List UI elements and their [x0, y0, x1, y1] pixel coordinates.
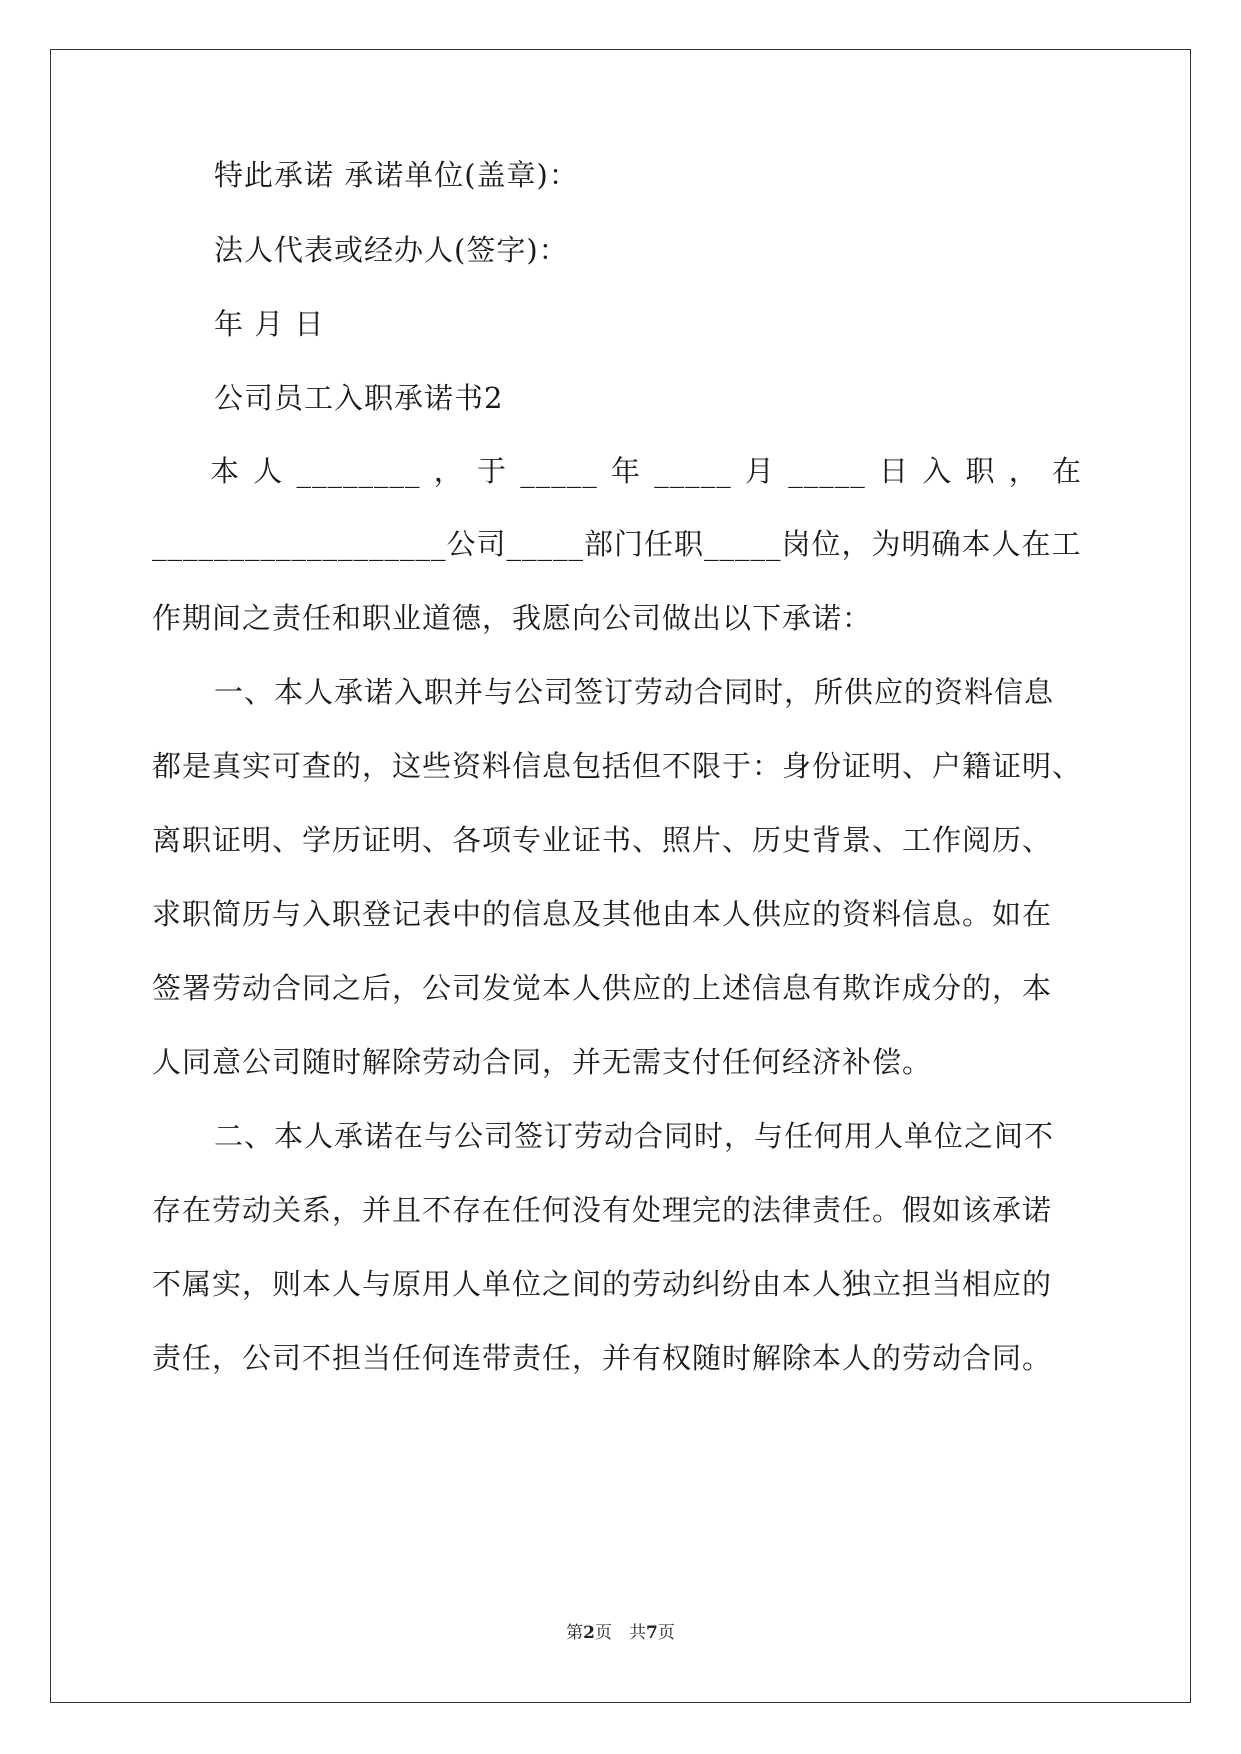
fill-char: 在 [1051, 454, 1082, 488]
fill-char: 入 [922, 454, 953, 488]
total-page-number: 7 [646, 1623, 658, 1643]
signature-line: 法人代表或经办人(签字)： [214, 233, 569, 267]
day-blank: _____ [788, 454, 866, 488]
fill-char: 月 [744, 454, 775, 488]
page-border [50, 49, 1191, 1703]
fill-char: 人 [253, 454, 284, 488]
fill-in-line [210, 453, 1082, 489]
clause-1-line: 都是真实可查的，这些资料信息包括但不限于：身份证明、户籍证明、 [152, 749, 1083, 783]
fill-char: 日 [878, 454, 909, 488]
fill-char: 本 [210, 454, 241, 488]
clause-1-line: 人同意公司随时解除劳动合同，并无需支付任何经济补偿。 [152, 1045, 933, 1079]
page-number-footer [0, 1618, 1241, 1643]
clause-2-line: 责任，公司不担当任何连带责任，并有权随时解除本人的劳动合同。 [152, 1341, 1053, 1375]
pledge-closing-line: 特此承诺 承诺单位(盖章)： [214, 158, 579, 192]
section-heading: 公司员工入职承诺书2 [214, 381, 504, 415]
month-blank: _____ [654, 454, 732, 488]
fill-char: ， [433, 454, 464, 488]
name-blank: ________ [296, 454, 421, 488]
clause-2-line: 存在劳动关系，并且不存在任何没有处理完的法律责任。假如该承诺 [152, 1193, 1053, 1227]
footer-suffix: 页 [657, 1623, 675, 1643]
fill-char: ， [1008, 454, 1039, 488]
fill-char: 职 [965, 454, 996, 488]
clause-1-line: 签署劳动合同之后，公司发觉本人供应的上述信息有欺诈成分的，本 [152, 971, 1053, 1005]
paragraph-line: 作期间之责任和职业道德，我愿向公司做出以下承诺： [152, 601, 873, 635]
date-line: 年 月 日 [214, 307, 325, 341]
clause-1-line: 一、本人承诺入职并与公司签订劳动合同时，所供应的资料信息 [214, 675, 1055, 709]
paragraph-line: ___________________公司_____部门任职_____岗位，为明确本人在工 [152, 527, 1082, 561]
year-blank: _____ [520, 454, 598, 488]
fill-char: 年 [610, 454, 641, 488]
footer-mid: 页 共 [595, 1623, 646, 1643]
current-page-number: 2 [583, 1623, 595, 1643]
clause-1-line: 求职简历与入职登记表中的信息及其他由本人供应的资料信息。如在 [152, 897, 1053, 931]
clause-1-line: 离职证明、学历证明、各项专业证书、照片、历史背景、工作阅历、 [152, 823, 1053, 857]
clause-2-line: 二、本人承诺在与公司签订劳动合同时，与任何用人单位之间不 [214, 1119, 1055, 1153]
fill-char: 于 [476, 454, 507, 488]
clause-2-line: 不属实，则本人与原用人单位之间的劳动纠纷由本人独立担当相应的 [152, 1267, 1053, 1301]
footer-prefix: 第 [566, 1623, 584, 1643]
